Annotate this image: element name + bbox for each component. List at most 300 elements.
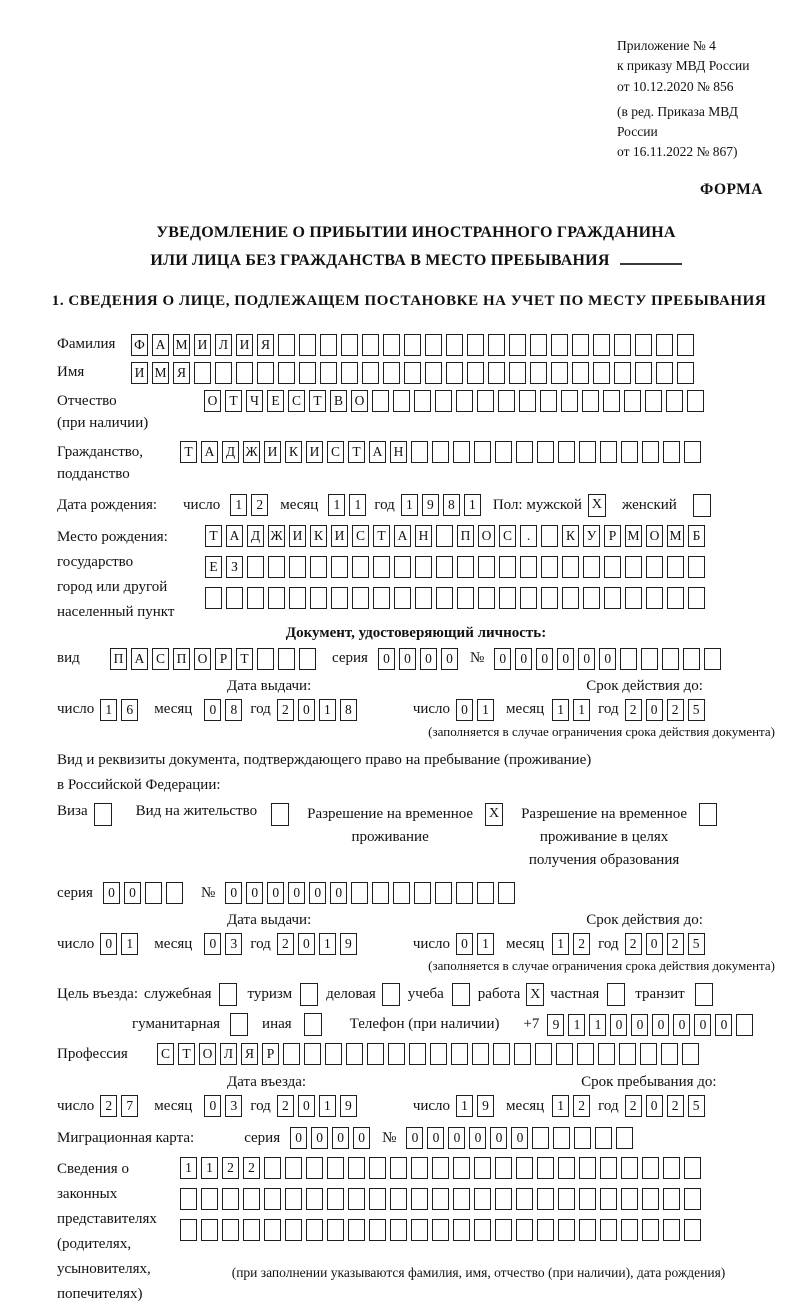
char-cell[interactable] xyxy=(495,441,512,463)
char-cell[interactable]: 9 xyxy=(547,1014,564,1036)
char-cell[interactable] xyxy=(619,1043,636,1065)
gender-male-checkbox[interactable]: X xyxy=(588,494,606,517)
char-cell[interactable]: В xyxy=(330,390,347,412)
char-cell[interactable] xyxy=(488,334,505,356)
char-cell[interactable]: Ф xyxy=(131,334,148,356)
char-cell[interactable] xyxy=(514,1043,531,1065)
char-cell[interactable] xyxy=(310,587,327,609)
char-cell[interactable] xyxy=(667,587,684,609)
char-cell[interactable] xyxy=(478,587,495,609)
char-cell[interactable]: Т xyxy=(225,390,242,412)
char-cell[interactable] xyxy=(684,1157,701,1179)
char-cell[interactable] xyxy=(645,390,662,412)
char-cell[interactable]: А xyxy=(201,441,218,463)
char-cell[interactable]: 0 xyxy=(694,1014,711,1036)
char-cell[interactable] xyxy=(394,556,411,578)
char-cell[interactable]: 1 xyxy=(401,494,418,516)
char-cell[interactable] xyxy=(600,441,617,463)
char-cell[interactable] xyxy=(467,334,484,356)
char-cell[interactable] xyxy=(390,1219,407,1241)
char-cell[interactable] xyxy=(306,1188,323,1210)
char-cell[interactable]: Ч xyxy=(246,390,263,412)
char-cell[interactable]: П xyxy=(110,648,127,670)
temp-permit-checkbox[interactable]: X xyxy=(485,803,503,826)
char-cell[interactable] xyxy=(346,1043,363,1065)
char-cell[interactable] xyxy=(537,1157,554,1179)
char-cell[interactable] xyxy=(677,362,694,384)
char-cell[interactable] xyxy=(558,441,575,463)
char-cell[interactable] xyxy=(593,334,610,356)
char-cell[interactable] xyxy=(621,1157,638,1179)
char-cell[interactable] xyxy=(194,362,211,384)
char-cell[interactable]: Р xyxy=(262,1043,279,1065)
char-cell[interactable] xyxy=(577,1043,594,1065)
char-cell[interactable] xyxy=(621,1219,638,1241)
char-cell[interactable] xyxy=(278,334,295,356)
char-cell[interactable]: 1 xyxy=(464,494,481,516)
char-cell[interactable]: 0 xyxy=(288,882,305,904)
char-cell[interactable] xyxy=(415,556,432,578)
char-cell[interactable] xyxy=(348,1188,365,1210)
char-cell[interactable] xyxy=(432,1188,449,1210)
char-cell[interactable]: 1 xyxy=(319,699,336,721)
char-cell[interactable] xyxy=(593,362,610,384)
char-cell[interactable]: 0 xyxy=(673,1014,690,1036)
char-cell[interactable] xyxy=(435,390,452,412)
char-cell[interactable] xyxy=(583,587,600,609)
char-cell[interactable] xyxy=(574,1127,591,1149)
char-cell[interactable] xyxy=(499,587,516,609)
char-cell[interactable] xyxy=(662,648,679,670)
char-cell[interactable] xyxy=(474,441,491,463)
purpose-business-checkbox[interactable] xyxy=(382,983,400,1006)
char-cell[interactable] xyxy=(247,556,264,578)
char-cell[interactable]: 5 xyxy=(688,1095,705,1117)
char-cell[interactable]: 2 xyxy=(573,933,590,955)
char-cell[interactable] xyxy=(682,1043,699,1065)
char-cell[interactable] xyxy=(432,1219,449,1241)
char-cell[interactable]: Р xyxy=(215,648,232,670)
char-cell[interactable]: 1 xyxy=(328,494,345,516)
char-cell[interactable] xyxy=(688,556,705,578)
purpose-official-checkbox[interactable] xyxy=(219,983,237,1006)
char-cell[interactable]: Л xyxy=(220,1043,237,1065)
char-cell[interactable] xyxy=(278,362,295,384)
char-cell[interactable] xyxy=(367,1043,384,1065)
char-cell[interactable] xyxy=(145,882,162,904)
char-cell[interactable] xyxy=(684,1188,701,1210)
char-cell[interactable] xyxy=(666,390,683,412)
char-cell[interactable]: 1 xyxy=(319,1095,336,1117)
char-cell[interactable] xyxy=(457,556,474,578)
char-cell[interactable]: 2 xyxy=(667,1095,684,1117)
char-cell[interactable] xyxy=(432,441,449,463)
char-cell[interactable]: И xyxy=(194,334,211,356)
char-cell[interactable]: М xyxy=(152,362,169,384)
char-cell[interactable] xyxy=(383,362,400,384)
char-cell[interactable] xyxy=(474,1219,491,1241)
char-cell[interactable] xyxy=(624,390,641,412)
char-cell[interactable] xyxy=(641,648,658,670)
char-cell[interactable] xyxy=(201,1219,218,1241)
char-cell[interactable] xyxy=(642,441,659,463)
char-cell[interactable]: . xyxy=(520,525,537,547)
char-cell[interactable]: 9 xyxy=(340,933,357,955)
char-cell[interactable] xyxy=(264,1219,281,1241)
char-cell[interactable]: 0 xyxy=(330,882,347,904)
char-cell[interactable] xyxy=(553,1127,570,1149)
purpose-work-checkbox[interactable]: X xyxy=(526,983,544,1006)
char-cell[interactable]: И xyxy=(236,334,253,356)
char-cell[interactable]: Н xyxy=(415,525,432,547)
char-cell[interactable] xyxy=(453,1157,470,1179)
char-cell[interactable] xyxy=(436,556,453,578)
char-cell[interactable] xyxy=(278,648,295,670)
char-cell[interactable] xyxy=(683,648,700,670)
char-cell[interactable] xyxy=(457,587,474,609)
char-cell[interactable] xyxy=(299,334,316,356)
char-cell[interactable]: 6 xyxy=(121,699,138,721)
char-cell[interactable]: 1 xyxy=(121,933,138,955)
char-cell[interactable]: 2 xyxy=(625,1095,642,1117)
char-cell[interactable]: Т xyxy=(348,441,365,463)
char-cell[interactable]: 0 xyxy=(456,699,473,721)
char-cell[interactable]: Я xyxy=(257,334,274,356)
char-cell[interactable]: 3 xyxy=(225,1095,242,1117)
char-cell[interactable]: 0 xyxy=(646,699,663,721)
char-cell[interactable] xyxy=(453,1219,470,1241)
char-cell[interactable]: С xyxy=(352,525,369,547)
char-cell[interactable] xyxy=(352,556,369,578)
char-cell[interactable] xyxy=(456,882,473,904)
char-cell[interactable] xyxy=(373,556,390,578)
char-cell[interactable] xyxy=(663,441,680,463)
char-cell[interactable] xyxy=(614,334,631,356)
char-cell[interactable]: 0 xyxy=(100,933,117,955)
char-cell[interactable] xyxy=(304,1043,321,1065)
char-cell[interactable] xyxy=(268,587,285,609)
char-cell[interactable]: 0 xyxy=(204,699,221,721)
char-cell[interactable]: 1 xyxy=(180,1157,197,1179)
char-cell[interactable] xyxy=(372,390,389,412)
char-cell[interactable] xyxy=(393,390,410,412)
char-cell[interactable]: 9 xyxy=(422,494,439,516)
char-cell[interactable] xyxy=(215,362,232,384)
char-cell[interactable] xyxy=(390,1188,407,1210)
char-cell[interactable] xyxy=(625,587,642,609)
char-cell[interactable]: И xyxy=(331,525,348,547)
char-cell[interactable]: 2 xyxy=(573,1095,590,1117)
char-cell[interactable]: С xyxy=(152,648,169,670)
char-cell[interactable] xyxy=(646,556,663,578)
char-cell[interactable] xyxy=(635,362,652,384)
char-cell[interactable] xyxy=(268,556,285,578)
char-cell[interactable] xyxy=(604,587,621,609)
char-cell[interactable] xyxy=(388,1043,405,1065)
char-cell[interactable] xyxy=(306,1157,323,1179)
char-cell[interactable]: 2 xyxy=(251,494,268,516)
char-cell[interactable] xyxy=(579,1157,596,1179)
char-cell[interactable] xyxy=(541,587,558,609)
char-cell[interactable]: 0 xyxy=(204,1095,221,1117)
char-cell[interactable] xyxy=(625,556,642,578)
char-cell[interactable] xyxy=(499,556,516,578)
purpose-transit-checkbox[interactable] xyxy=(695,983,713,1006)
char-cell[interactable]: 2 xyxy=(667,699,684,721)
purpose-other-checkbox[interactable] xyxy=(304,1013,322,1036)
char-cell[interactable]: 3 xyxy=(225,933,242,955)
char-cell[interactable] xyxy=(289,556,306,578)
char-cell[interactable] xyxy=(583,556,600,578)
char-cell[interactable] xyxy=(341,334,358,356)
char-cell[interactable]: 1 xyxy=(573,699,590,721)
char-cell[interactable]: 0 xyxy=(311,1127,328,1149)
char-cell[interactable]: 0 xyxy=(204,933,221,955)
char-cell[interactable]: Т xyxy=(178,1043,195,1065)
char-cell[interactable] xyxy=(598,1043,615,1065)
char-cell[interactable]: Ж xyxy=(268,525,285,547)
char-cell[interactable] xyxy=(436,587,453,609)
char-cell[interactable] xyxy=(532,1127,549,1149)
char-cell[interactable] xyxy=(579,441,596,463)
char-cell[interactable]: Р xyxy=(604,525,621,547)
char-cell[interactable] xyxy=(595,1127,612,1149)
char-cell[interactable] xyxy=(516,1157,533,1179)
char-cell[interactable]: 1 xyxy=(552,1095,569,1117)
char-cell[interactable]: Л xyxy=(215,334,232,356)
char-cell[interactable] xyxy=(327,1219,344,1241)
char-cell[interactable] xyxy=(477,390,494,412)
char-cell[interactable] xyxy=(537,1219,554,1241)
char-cell[interactable] xyxy=(430,1043,447,1065)
char-cell[interactable] xyxy=(393,882,410,904)
char-cell[interactable] xyxy=(474,1188,491,1210)
char-cell[interactable] xyxy=(640,1043,657,1065)
char-cell[interactable] xyxy=(348,1157,365,1179)
char-cell[interactable] xyxy=(436,525,453,547)
char-cell[interactable]: 0 xyxy=(515,648,532,670)
gender-female-checkbox[interactable] xyxy=(693,494,711,517)
char-cell[interactable] xyxy=(411,1188,428,1210)
char-cell[interactable] xyxy=(498,882,515,904)
char-cell[interactable] xyxy=(446,362,463,384)
char-cell[interactable]: М xyxy=(667,525,684,547)
char-cell[interactable] xyxy=(283,1043,300,1065)
char-cell[interactable] xyxy=(493,1043,510,1065)
char-cell[interactable]: 1 xyxy=(589,1014,606,1036)
char-cell[interactable]: 1 xyxy=(230,494,247,516)
char-cell[interactable] xyxy=(180,1188,197,1210)
char-cell[interactable] xyxy=(509,362,526,384)
char-cell[interactable] xyxy=(661,1043,678,1065)
char-cell[interactable]: 0 xyxy=(469,1127,486,1149)
char-cell[interactable] xyxy=(369,1188,386,1210)
char-cell[interactable] xyxy=(642,1157,659,1179)
char-cell[interactable] xyxy=(646,587,663,609)
char-cell[interactable] xyxy=(369,1219,386,1241)
edu-permit-checkbox[interactable] xyxy=(699,803,717,826)
char-cell[interactable] xyxy=(677,334,694,356)
char-cell[interactable] xyxy=(264,1188,281,1210)
char-cell[interactable]: 1 xyxy=(456,1095,473,1117)
char-cell[interactable]: 0 xyxy=(267,882,284,904)
purpose-humanitarian-checkbox[interactable] xyxy=(230,1013,248,1036)
char-cell[interactable] xyxy=(551,362,568,384)
char-cell[interactable] xyxy=(362,334,379,356)
char-cell[interactable]: О xyxy=(194,648,211,670)
char-cell[interactable] xyxy=(572,362,589,384)
char-cell[interactable] xyxy=(556,1043,573,1065)
char-cell[interactable] xyxy=(541,525,558,547)
char-cell[interactable] xyxy=(614,362,631,384)
char-cell[interactable] xyxy=(467,362,484,384)
char-cell[interactable]: 0 xyxy=(557,648,574,670)
char-cell[interactable]: 2 xyxy=(667,933,684,955)
char-cell[interactable] xyxy=(348,1219,365,1241)
char-cell[interactable]: Я xyxy=(241,1043,258,1065)
char-cell[interactable] xyxy=(414,882,431,904)
char-cell[interactable] xyxy=(341,362,358,384)
char-cell[interactable] xyxy=(558,1188,575,1210)
char-cell[interactable]: 0 xyxy=(290,1127,307,1149)
char-cell[interactable]: 1 xyxy=(100,699,117,721)
char-cell[interactable] xyxy=(667,556,684,578)
char-cell[interactable] xyxy=(663,1188,680,1210)
char-cell[interactable]: 0 xyxy=(399,648,416,670)
char-cell[interactable] xyxy=(472,1043,489,1065)
char-cell[interactable]: 0 xyxy=(103,882,120,904)
char-cell[interactable] xyxy=(257,362,274,384)
char-cell[interactable] xyxy=(236,362,253,384)
char-cell[interactable]: 0 xyxy=(298,699,315,721)
char-cell[interactable] xyxy=(226,587,243,609)
char-cell[interactable]: О xyxy=(351,390,368,412)
char-cell[interactable]: 2 xyxy=(100,1095,117,1117)
char-cell[interactable]: И xyxy=(289,525,306,547)
char-cell[interactable]: 0 xyxy=(610,1014,627,1036)
char-cell[interactable] xyxy=(620,648,637,670)
char-cell[interactable] xyxy=(285,1219,302,1241)
char-cell[interactable] xyxy=(451,1043,468,1065)
char-cell[interactable]: Т xyxy=(373,525,390,547)
char-cell[interactable]: А xyxy=(152,334,169,356)
purpose-study-checkbox[interactable] xyxy=(452,983,470,1006)
char-cell[interactable]: М xyxy=(173,334,190,356)
char-cell[interactable] xyxy=(166,882,183,904)
char-cell[interactable] xyxy=(411,1219,428,1241)
char-cell[interactable] xyxy=(530,362,547,384)
char-cell[interactable]: 7 xyxy=(121,1095,138,1117)
char-cell[interactable]: 2 xyxy=(277,699,294,721)
char-cell[interactable]: 0 xyxy=(646,933,663,955)
char-cell[interactable]: У xyxy=(583,525,600,547)
char-cell[interactable] xyxy=(495,1188,512,1210)
char-cell[interactable] xyxy=(656,334,673,356)
char-cell[interactable]: П xyxy=(457,525,474,547)
char-cell[interactable]: 0 xyxy=(578,648,595,670)
char-cell[interactable] xyxy=(327,1188,344,1210)
char-cell[interactable] xyxy=(688,587,705,609)
char-cell[interactable] xyxy=(558,1219,575,1241)
char-cell[interactable] xyxy=(495,1219,512,1241)
char-cell[interactable]: Н xyxy=(390,441,407,463)
char-cell[interactable] xyxy=(684,441,701,463)
residence-permit-checkbox[interactable] xyxy=(271,803,289,826)
char-cell[interactable] xyxy=(537,441,554,463)
char-cell[interactable]: К xyxy=(285,441,302,463)
char-cell[interactable] xyxy=(477,882,494,904)
char-cell[interactable] xyxy=(600,1157,617,1179)
char-cell[interactable]: 1 xyxy=(319,933,336,955)
char-cell[interactable] xyxy=(582,390,599,412)
char-cell[interactable]: С xyxy=(327,441,344,463)
char-cell[interactable]: О xyxy=(478,525,495,547)
char-cell[interactable]: Е xyxy=(205,556,222,578)
char-cell[interactable] xyxy=(540,390,557,412)
char-cell[interactable]: 0 xyxy=(406,1127,423,1149)
char-cell[interactable] xyxy=(616,1127,633,1149)
char-cell[interactable]: 0 xyxy=(599,648,616,670)
char-cell[interactable] xyxy=(394,587,411,609)
char-cell[interactable]: Д xyxy=(222,441,239,463)
char-cell[interactable]: 0 xyxy=(378,648,395,670)
char-cell[interactable] xyxy=(331,587,348,609)
char-cell[interactable] xyxy=(352,587,369,609)
char-cell[interactable]: А xyxy=(394,525,411,547)
char-cell[interactable] xyxy=(327,1157,344,1179)
char-cell[interactable]: 5 xyxy=(688,933,705,955)
char-cell[interactable] xyxy=(369,1157,386,1179)
char-cell[interactable] xyxy=(509,334,526,356)
char-cell[interactable] xyxy=(289,587,306,609)
char-cell[interactable]: 2 xyxy=(277,1095,294,1117)
char-cell[interactable] xyxy=(425,362,442,384)
char-cell[interactable]: 1 xyxy=(552,933,569,955)
char-cell[interactable] xyxy=(736,1014,753,1036)
char-cell[interactable]: Я xyxy=(173,362,190,384)
char-cell[interactable]: Т xyxy=(205,525,222,547)
char-cell[interactable] xyxy=(205,587,222,609)
char-cell[interactable] xyxy=(516,441,533,463)
char-cell[interactable]: А xyxy=(226,525,243,547)
char-cell[interactable] xyxy=(372,882,389,904)
char-cell[interactable]: З xyxy=(226,556,243,578)
char-cell[interactable] xyxy=(642,1188,659,1210)
char-cell[interactable]: 0 xyxy=(298,1095,315,1117)
char-cell[interactable]: 2 xyxy=(243,1157,260,1179)
char-cell[interactable]: Т xyxy=(309,390,326,412)
char-cell[interactable]: 2 xyxy=(277,933,294,955)
char-cell[interactable]: К xyxy=(310,525,327,547)
char-cell[interactable]: 0 xyxy=(646,1095,663,1117)
char-cell[interactable] xyxy=(299,362,316,384)
char-cell[interactable]: 0 xyxy=(456,933,473,955)
char-cell[interactable] xyxy=(498,390,515,412)
char-cell[interactable] xyxy=(635,334,652,356)
char-cell[interactable] xyxy=(383,334,400,356)
char-cell[interactable] xyxy=(331,556,348,578)
char-cell[interactable] xyxy=(320,334,337,356)
char-cell[interactable] xyxy=(551,334,568,356)
char-cell[interactable] xyxy=(516,1219,533,1241)
char-cell[interactable] xyxy=(435,882,452,904)
char-cell[interactable] xyxy=(541,556,558,578)
char-cell[interactable] xyxy=(656,362,673,384)
char-cell[interactable]: 0 xyxy=(420,648,437,670)
char-cell[interactable]: А xyxy=(131,648,148,670)
char-cell[interactable]: 0 xyxy=(494,648,511,670)
char-cell[interactable]: 0 xyxy=(298,933,315,955)
